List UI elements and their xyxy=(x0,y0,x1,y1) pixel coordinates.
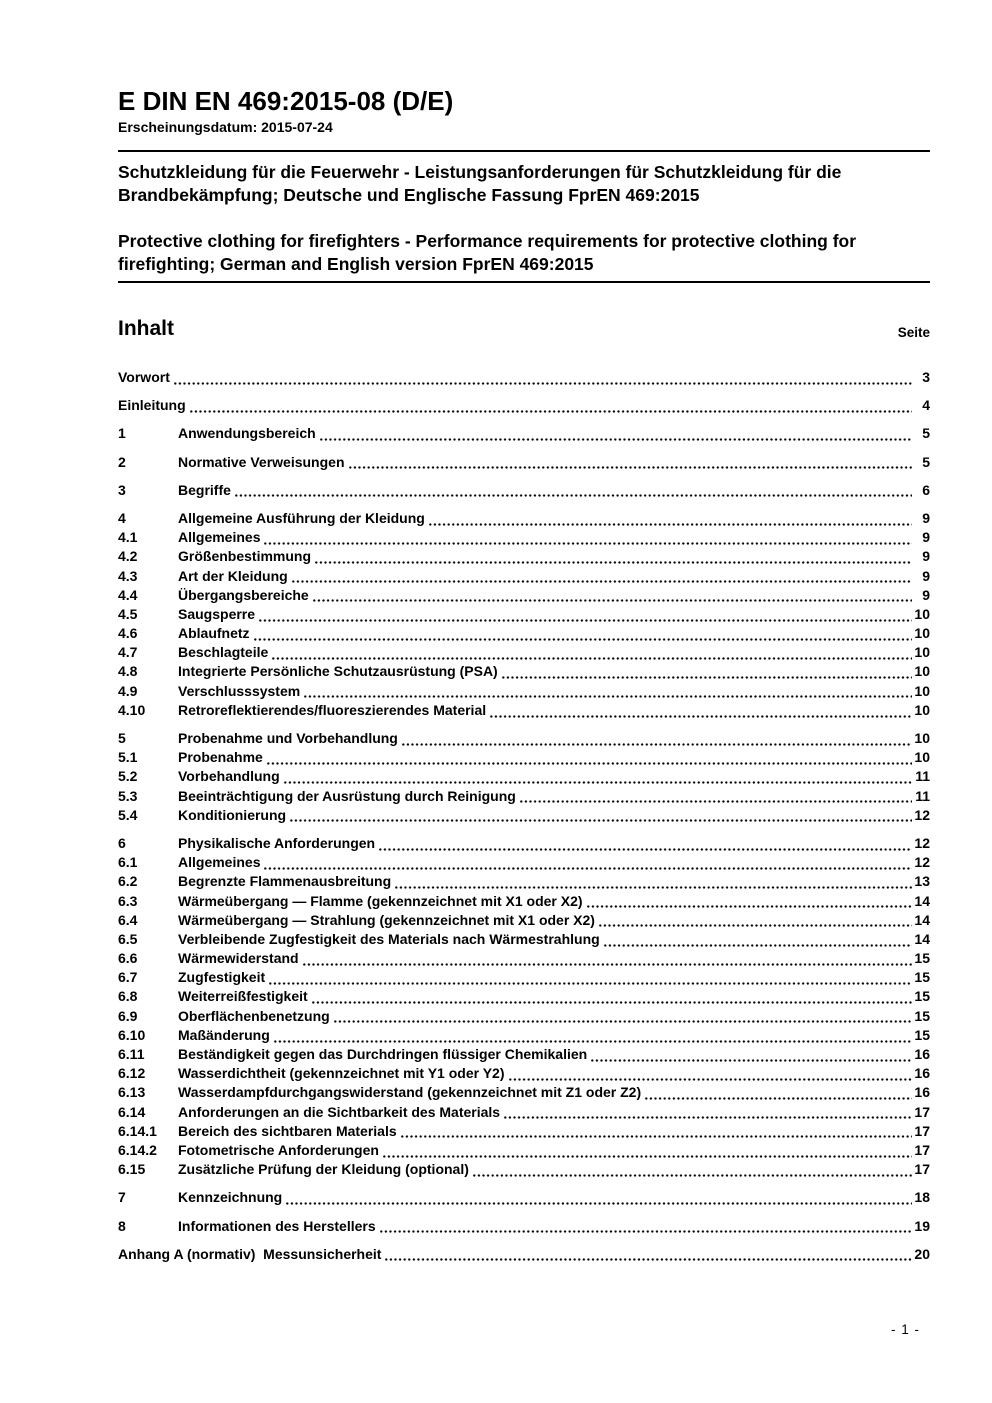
toc-entry-page: 10 xyxy=(914,663,930,680)
toc-row xyxy=(118,1084,930,1103)
toc-row xyxy=(118,912,930,931)
toc-row xyxy=(118,1189,930,1208)
toc-row xyxy=(118,730,930,749)
toc-entry-number: 7 xyxy=(118,1189,126,1206)
toc-dot-leader xyxy=(591,1046,912,1065)
toc-row xyxy=(118,425,930,444)
toc-entry-page: 20 xyxy=(914,1245,930,1262)
toc-row xyxy=(118,1104,930,1123)
toc-entry-title: Informationen des Herstellers xyxy=(178,1217,376,1234)
toc-entry-title: Begriffe xyxy=(178,481,231,498)
toc-entry-title: Wasserdampfdurchgangswiderstand (gekennzeichnet mit Z1 oder Z2) xyxy=(178,1084,642,1101)
toc-entry-page: 4 xyxy=(922,397,930,414)
toc-dot-leader xyxy=(304,683,912,702)
toc-dot-leader xyxy=(379,835,912,854)
toc-entry-page: 17 xyxy=(914,1141,930,1158)
toc-entry-title: Begrenzte Flammenausbreitung xyxy=(178,873,392,890)
toc-entry-number: 4.8 xyxy=(118,663,138,680)
toc-dot-leader xyxy=(303,950,912,969)
toc-entry-title: Anforderungen an die Sichtbarkeit des Materials xyxy=(178,1103,501,1120)
toc-entry-number: 6.1 xyxy=(118,854,138,871)
toc-dot-leader xyxy=(349,454,912,473)
toc-dot-leader xyxy=(504,1104,912,1123)
toc-entry-number: 6.10 xyxy=(118,1026,146,1043)
toc-entry-title: Probenahme xyxy=(178,749,263,766)
toc-dot-leader xyxy=(286,1189,912,1208)
toc-row xyxy=(118,644,930,663)
toc-row xyxy=(118,1246,930,1265)
toc-dot-leader xyxy=(520,788,912,807)
toc-entry-number: 6.3 xyxy=(118,892,138,909)
toc-entry-number: 4.7 xyxy=(118,644,138,661)
toc-entry-page: 3 xyxy=(922,369,930,385)
toc-row xyxy=(118,568,930,587)
toc-row xyxy=(118,893,930,912)
toc-page-column-label: Seite xyxy=(897,325,930,340)
toc-entry-title: Wasserdichtheit (gekennzeichnet mit Y1 oder Y2) xyxy=(178,1065,505,1082)
toc-list xyxy=(118,369,930,1265)
toc-entry-page: 10 xyxy=(914,605,930,622)
toc-entry-number: 4.4 xyxy=(118,586,138,603)
toc-row xyxy=(118,768,930,787)
toc-entry-number: 4.6 xyxy=(118,625,138,642)
toc-entry-number: 6 xyxy=(118,834,126,851)
toc-entry-page: 16 xyxy=(914,1065,930,1082)
toc-entry-number: 4.3 xyxy=(118,567,138,584)
toc-entry-page: 11 xyxy=(915,768,930,785)
toc-dot-leader xyxy=(315,548,912,567)
toc-entry-number: 1 xyxy=(118,425,126,442)
toc-entry-title: Vorwort xyxy=(118,369,170,385)
title-block-divider-top xyxy=(118,150,930,152)
toc-entry-page: 10 xyxy=(914,625,930,642)
toc-entry-page: 5 xyxy=(922,453,930,470)
toc-entry-title: Wärmeübergang — Strahlung (gekennzeichnet mit X1 oder X2) xyxy=(178,911,595,928)
toc-entry-page: 15 xyxy=(914,1026,930,1043)
toc-entry-number: 8 xyxy=(118,1217,126,1234)
standard-title-german: Schutzkleidung für die Feuerwehr - Leistungsanforderungen für Schutzkleidung für die Brandbekämpfung; Deutsche und Englische Fassung FprEN 469:2015 xyxy=(118,162,842,205)
toc-entry-number: 5.1 xyxy=(118,749,138,766)
toc-entry-title: Verschlusssystem xyxy=(178,682,301,699)
toc-dot-leader xyxy=(401,1123,912,1142)
toc-entry-title: Beeinträchtigung der Ausrüstung durch Reinigung xyxy=(178,787,516,804)
toc-row xyxy=(118,482,930,501)
toc-entry-title: Allgemeines xyxy=(178,854,261,871)
toc-row xyxy=(118,702,930,721)
toc-entry-page: 14 xyxy=(914,911,930,928)
toc-dot-leader xyxy=(274,1027,912,1046)
toc-entry-title: Anhang A (normativ) Messunsicherheit xyxy=(118,1245,382,1262)
toc-entry-number: 6.11 xyxy=(118,1046,145,1062)
toc-entry-number: 4.2 xyxy=(118,548,138,565)
toc-entry-title: Wärmeübergang — Flamme (gekennzeichnet mit X1 oder X2) xyxy=(178,892,583,909)
toc-dot-leader xyxy=(190,397,912,416)
toc-entry-title: Normative Verweisungen xyxy=(178,453,345,470)
toc-entry-number: 4.10 xyxy=(118,701,146,718)
toc-entry-title: Art der Kleidung xyxy=(178,567,288,584)
toc-entry-number: 6.2 xyxy=(118,873,138,890)
toc-entry-number: 5.2 xyxy=(118,768,138,785)
toc-heading: Inhalt xyxy=(118,317,174,340)
toc-dot-leader xyxy=(290,807,912,826)
toc-entry-number: 4.1 xyxy=(118,529,138,546)
toc-row xyxy=(118,807,930,826)
toc-row xyxy=(118,454,930,473)
toc-row xyxy=(118,683,930,702)
toc-row xyxy=(118,1027,930,1046)
toc-dot-leader xyxy=(383,1142,912,1161)
toc-dot-leader xyxy=(264,854,912,873)
toc-entry-number: 6.9 xyxy=(118,1007,138,1024)
toc-entry-page: 9 xyxy=(922,586,930,603)
toc-entry-page: 11 xyxy=(915,787,930,804)
toc-row xyxy=(118,1161,930,1180)
toc-entry-title: Probenahme und Vorbehandlung xyxy=(178,730,398,746)
toc-entry-page: 5 xyxy=(922,425,930,442)
toc-dot-leader xyxy=(254,625,912,644)
toc-entry-number: 2 xyxy=(118,453,126,470)
toc-row xyxy=(118,1065,930,1084)
toc-dot-leader xyxy=(235,482,912,501)
toc-entry-title: Einleitung xyxy=(118,397,186,414)
toc-row xyxy=(118,1218,930,1237)
toc-dot-leader xyxy=(509,1065,913,1084)
toc-header xyxy=(118,316,930,342)
toc-entry-number: 4.5 xyxy=(118,605,138,622)
toc-entry-page: 12 xyxy=(914,806,930,823)
toc-entry-page: 9 xyxy=(922,548,930,565)
toc-entry-page: 17 xyxy=(914,1103,930,1120)
toc-entry-title: Zugfestigkeit xyxy=(178,969,266,986)
toc-dot-leader xyxy=(264,529,912,548)
toc-entry-number: 4.9 xyxy=(118,682,138,699)
toc-row xyxy=(118,931,930,950)
toc-entry-number: 6.7 xyxy=(118,969,138,986)
toc-entry-number: 6.5 xyxy=(118,930,138,947)
toc-entry-title: Übergangsbereiche xyxy=(178,586,309,603)
toc-entry-title: Oberflächenbenetzung xyxy=(178,1007,330,1024)
toc-row xyxy=(118,1008,930,1027)
toc-dot-leader xyxy=(269,969,912,988)
toc-entry-title: Wärmewiderstand xyxy=(178,950,299,967)
toc-row xyxy=(118,369,930,388)
toc-row xyxy=(118,1142,930,1161)
toc-row xyxy=(118,950,930,969)
toc-entry-title: Vorbehandlung xyxy=(178,768,280,785)
toc-entry-number: 6.15 xyxy=(118,1161,146,1178)
document-header xyxy=(118,86,930,136)
toc-entry-page: 15 xyxy=(914,969,930,986)
toc-row xyxy=(118,854,930,873)
toc-entry-number: 6.8 xyxy=(118,988,138,1005)
toc-row xyxy=(118,663,930,682)
toc-entry-title: Physikalische Anforderungen xyxy=(178,834,376,851)
toc-dot-leader xyxy=(599,912,912,931)
toc-dot-leader xyxy=(385,1246,912,1265)
publication-date: Erscheinungsdatum: 2015-07-24 xyxy=(118,119,333,135)
toc-dot-leader xyxy=(473,1161,912,1180)
toc-dot-leader xyxy=(292,568,912,587)
toc-entry-title: Zusätzliche Prüfung der Kleidung (optional) xyxy=(178,1161,469,1178)
toc-dot-leader xyxy=(490,702,912,721)
toc-entry-page: 17 xyxy=(914,1122,930,1139)
toc-entry-page: 9 xyxy=(922,567,930,584)
toc-entry-number: 4 xyxy=(118,509,126,526)
toc-entry-title: Maßänderung xyxy=(178,1026,270,1043)
toc-dot-leader xyxy=(320,425,912,444)
toc-dot-leader xyxy=(402,730,912,749)
toc-row xyxy=(118,625,930,644)
document-title: E DIN EN 469:2015-08 (D/E) xyxy=(118,86,454,116)
toc-entry-number: 6.13 xyxy=(118,1084,146,1101)
toc-dot-leader xyxy=(502,663,912,682)
toc-entry-page: 15 xyxy=(914,950,930,967)
toc-entry-title: Beschlagteile xyxy=(178,644,269,661)
toc-row xyxy=(118,548,930,567)
toc-row xyxy=(118,988,930,1007)
page-number-footer: - 1 - xyxy=(890,1322,920,1337)
toc-row xyxy=(118,1046,930,1065)
toc-entry-title: Retroreflektierendes/fluoreszierendes Material xyxy=(178,701,487,718)
toc-entry-page: 9 xyxy=(922,509,930,526)
toc-entry-page: 10 xyxy=(914,701,930,718)
toc-entry-page: 10 xyxy=(914,644,930,661)
toc-entry-title: Größenbestimmung xyxy=(178,548,312,565)
toc-dot-leader xyxy=(604,931,912,950)
toc-row xyxy=(118,969,930,988)
toc-dot-leader xyxy=(174,369,912,388)
toc-dot-leader xyxy=(313,587,912,606)
toc-entry-title: Saugsperre xyxy=(178,605,256,622)
toc-entry-number: 5.3 xyxy=(118,787,138,804)
toc-entry-page: 18 xyxy=(914,1189,930,1206)
toc-row xyxy=(118,606,930,625)
toc-entry-number: 6.6 xyxy=(118,950,138,967)
toc-dot-leader xyxy=(587,893,912,912)
toc-entry-number: 6.14 xyxy=(118,1103,146,1120)
toc-entry-title: Konditionierung xyxy=(178,806,287,823)
toc-entry-page: 10 xyxy=(914,682,930,699)
toc-entry-page: 12 xyxy=(914,834,930,851)
toc-entry-page: 15 xyxy=(914,988,930,1005)
toc-entry-page: 10 xyxy=(914,749,930,766)
toc-dot-leader xyxy=(380,1218,912,1237)
toc-entry-title: Weiterreißfestigkeit xyxy=(178,988,308,1005)
toc-entry-title: Allgemeine Ausführung der Kleidung xyxy=(178,509,425,526)
toc-entry-number: 6.14.2 xyxy=(118,1141,157,1158)
toc-dot-leader xyxy=(429,510,912,529)
toc-entry-title: Allgemeines xyxy=(178,529,261,546)
toc-row xyxy=(118,397,930,416)
toc-row xyxy=(118,873,930,892)
toc-dot-leader xyxy=(284,768,912,787)
toc-entry-title: Ablaufnetz xyxy=(178,625,250,642)
toc-entry-number: 6.12 xyxy=(118,1065,146,1082)
toc-row xyxy=(118,788,930,807)
toc-entry-title: Kennzeichnung xyxy=(178,1189,283,1206)
toc-entry-number: 6.4 xyxy=(118,911,138,928)
toc-dot-leader xyxy=(272,644,912,663)
toc-entry-title: Beständigkeit gegen das Durchdringen flüssiger Chemikalien xyxy=(178,1046,588,1062)
toc-dot-leader xyxy=(395,873,912,892)
toc-entry-title: Fotometrische Anforderungen xyxy=(178,1141,379,1158)
toc-row xyxy=(118,1123,930,1142)
toc-entry-page: 14 xyxy=(914,892,930,909)
toc-row xyxy=(118,749,930,768)
title-block-divider-bottom xyxy=(118,281,930,283)
toc-row xyxy=(118,587,930,606)
toc-dot-leader xyxy=(645,1084,912,1103)
toc-dot-leader xyxy=(312,988,912,1007)
toc-entry-page: 19 xyxy=(914,1217,930,1234)
toc-entry-number: 6.14.1 xyxy=(118,1122,157,1139)
toc-entry-page: 17 xyxy=(914,1161,930,1178)
toc-entry-title: Bereich des sichtbaren Materials xyxy=(178,1122,397,1139)
standard-title-english: Protective clothing for firefighters - Performance requirements for protective clothing for firefighting; German and English version FprEN 469:2015 xyxy=(118,231,857,274)
toc-entry-page: 9 xyxy=(922,529,930,546)
toc-entry-page: 14 xyxy=(914,930,930,947)
toc-entry-page: 13 xyxy=(914,873,930,890)
toc-row xyxy=(118,529,930,548)
toc-dot-leader xyxy=(334,1008,912,1027)
toc-dot-leader xyxy=(259,606,912,625)
toc-entry-number: 5 xyxy=(118,730,126,746)
toc-entry-number: 5.4 xyxy=(118,806,138,823)
toc-row xyxy=(118,510,930,529)
toc-entry-title: Anwendungsbereich xyxy=(178,425,316,442)
toc-entry-number: 3 xyxy=(118,481,126,498)
toc-entry-title: Verbleibende Zugfestigkeit des Materials nach Wärmestrahlung xyxy=(178,930,600,947)
toc-entry-page: 6 xyxy=(922,481,930,498)
toc-entry-page: 16 xyxy=(914,1046,930,1062)
toc-dot-leader xyxy=(267,749,912,768)
toc-entry-page: 16 xyxy=(914,1084,930,1101)
toc-entry-title: Integrierte Persönliche Schutzausrüstung (PSA) xyxy=(178,663,498,680)
toc-entry-page: 15 xyxy=(914,1007,930,1024)
toc-row xyxy=(118,835,930,854)
toc-entry-page: 10 xyxy=(914,730,930,746)
toc-entry-page: 12 xyxy=(914,854,930,871)
